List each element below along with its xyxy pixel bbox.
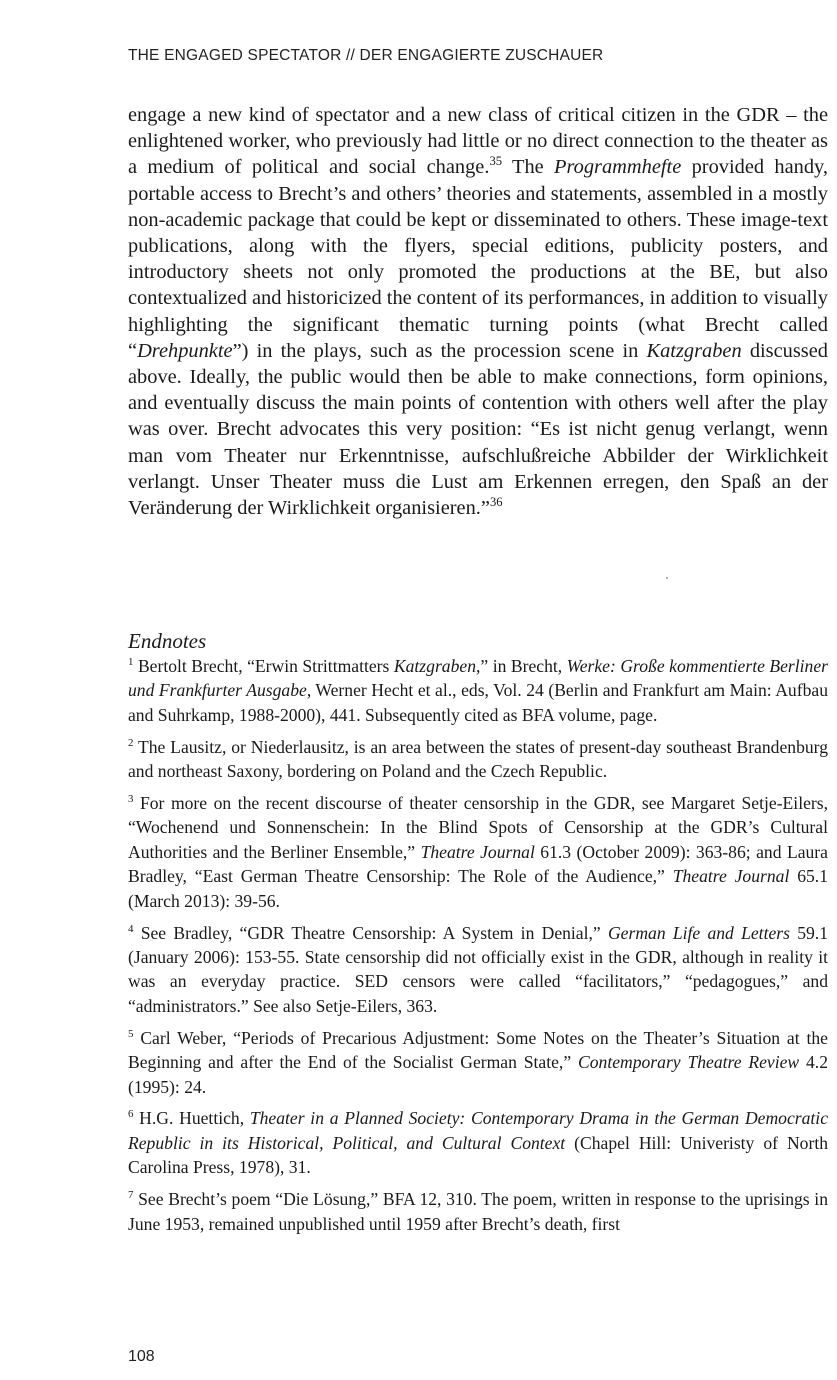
endnote-2: $^2$ The Lausitz, or Niederlausitz, is an area between the states of present-day southeast Brandenburg and northeast Saxony, bordering on Poland and the Czech Republic. bbox=[128, 736, 828, 782]
body-text bbox=[128, 102, 828, 521]
page-number: 108 bbox=[128, 1348, 155, 1365]
endnotes-heading: Endnotes bbox=[128, 629, 207, 653]
endnote-3: $^3$ For more on the recent discourse of theater censorship in the GDR, see Margaret Setje-Eilers, “Wochenend und Sonnenschein: In the Blind Spots of Censorship at the GDR’s Cultural Authorities and the Berliner Ensemble,” Theatre Journal 61.3 (October 2009): 363-86; and Laura Bradley, “East German Theatre Censorship: The Role of the Audience,” Theatre Journal 65.1 (March 2013): 39-56. bbox=[128, 793, 828, 911]
running-head: THE ENGAGED SPECTATOR // DER ENGAGIERTE ZUSCHAUER bbox=[128, 47, 604, 64]
endnotes-section bbox=[128, 628, 828, 1243]
footnote-ref[interactable]: 36 bbox=[489, 495, 503, 510]
footnote-ref[interactable]: 35 bbox=[489, 154, 503, 169]
endnote-6: $^6$ H.G. Huettich, Theater in a Planned Society: Contemporary Drama in the German Democratic Republic in its Historical, Political, and Cultural Context (Chapel Hill: Univeristy of North Carolina Press, 1978), 31. bbox=[128, 1108, 829, 1178]
endnote-4: $^4$ See Bradley, “GDR Theatre Censorship: A System in Denial,” German Life and Letters 59.1 (January 2006): 153-55. State censorship did not officially exist in the GDR, although in reality it was an everyday practice. SED censors were called “facilitators,” “pedagogues,” and “administrators.” See also Setje-Eilers, 363. bbox=[128, 922, 828, 1016]
body-paragraph: engage a new kind of spectator and a new class of critical citizen in the GDR – the enlightened worker, who previously had little or no direct connection to the theater as a medium of political and social change.$^{35}$ The Programmhefte provided handy, portable access to Brecht’s and others’ theories and statements, assembled in a mostly non-academic package that could be kept or disseminated to others. These image-text publications, along with the flyers, special editions, publicity posters, and introductory sheets not only promoted the productions at the BE, but also contextualized and historicized the content of its performances, in addition to visually highlighting the significant thematic turning points (what Brecht called “Drehpunkte”) in the plays, such as the procession scene in Katzgraben discussed above. Ideally, the public would then be able to make connections, form opinions, and eventually discuss the main points of contention with others well after the play was over. Brecht advocates this very position: “Es ist nicht genug verlangt, wenn man vom Theater nur Erkenntnisse, aufschlußreiche Abbilder der Wirklichkeit verlangt. Unser Theater muss die Lust am Erkennen erregen, den Spaß an der Veränderung der Wirklichkeit organisieren.”$^{36}$ bbox=[128, 104, 828, 520]
endnote-1: $^1$ Bertolt Brecht, “Erwin Strittmatters Katzgraben,” in Brecht, Werke: Große kommentierte Berliner und Frankfurter Ausgabe, Werner Hecht et al., eds, Vol. 24 (Berlin and Frankfurt am Main: Aufbau and Suhrkamp, 1988-2000), 441. Subsequently cited as BFA volume, page. bbox=[128, 656, 829, 725]
endnote-5: $^5$ Carl Weber, “Periods of Precarious Adjustment: Some Notes on the Theater’s Situation at the Beginning and after the End of the Socialist German State,” Contemporary Theatre Review 4.2 (1995): 24. bbox=[128, 1027, 829, 1097]
endnote-7: $^7$ See Brecht’s poem “Die Lösung,” BFA 12, 310. The poem, written in response to the uprisings in June 1953, remained unpublished until 1959 after Brecht’s death, first bbox=[128, 1189, 828, 1234]
scan-speck bbox=[666, 577, 668, 579]
